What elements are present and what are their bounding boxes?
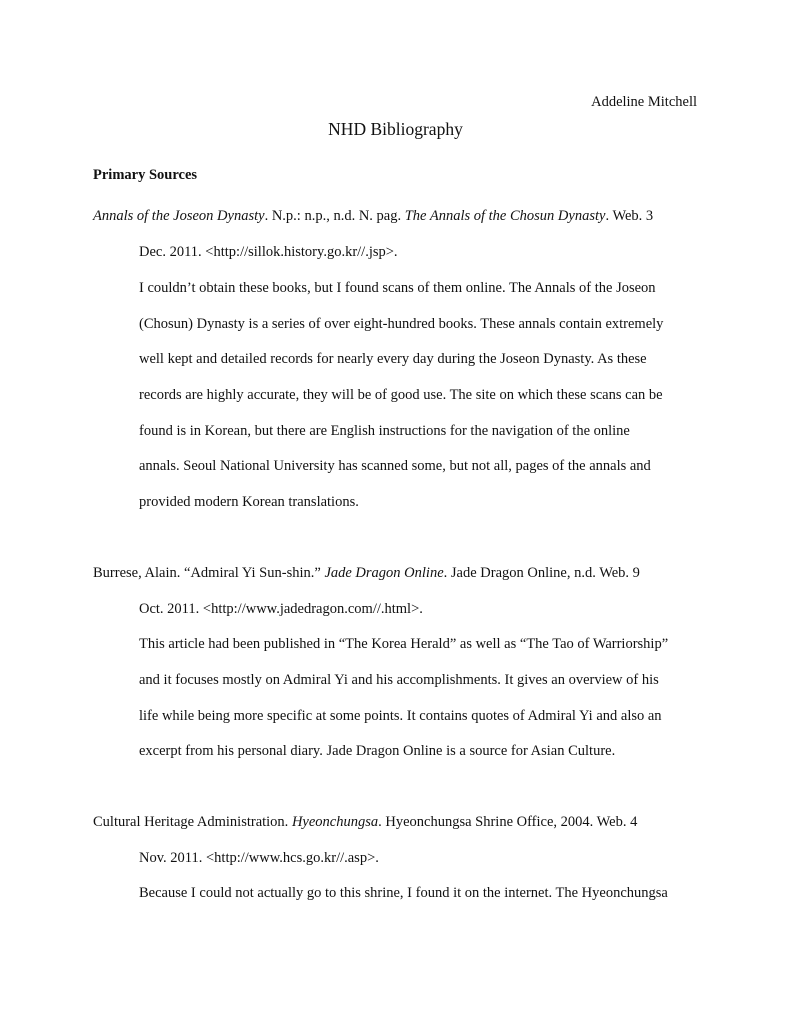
annotation-line: found is in Korean, but there are English instructions for the navigation of the online [139,423,630,439]
citation-continuation: Nov. 2011. <http://www.hcs.go.kr//.asp>. [139,850,379,866]
annotation-line: well kept and detailed records for nearly every day during the Joseon Dynasty. As these [139,351,647,367]
section-heading-primary-sources: Primary Sources [93,167,198,183]
annotation-line: This article had been published in “The Korea Herald” as well as “The Tao of Warriorship” [139,636,669,652]
annotation-line: excerpt from his personal diary. Jade Dragon Online is a source for Asian Culture. [139,743,616,759]
page-title: NHD Bibliography [328,119,463,139]
citation-text: . Jade Dragon Online, n.d. Web. 9 [443,565,640,581]
citation-entry-3 [93,812,637,832]
annotation-line: Because I could not actually go to this shrine, I found it on the internet. The Hyeonchungsa [139,885,668,901]
citation-entry-1 [93,206,653,226]
citation-text: . N.p.: n.p., n.d. N. pag. [264,208,405,224]
citation-text: Burrese, Alain. “Admiral Yi Sun-shin.” [93,565,325,581]
annotation-line: and it focuses mostly on Admiral Yi and his accomplishments. It gives an overview of his [139,672,659,688]
citation-site-title: Jade Dragon Online [324,565,444,581]
annotation-line: provided modern Korean translations. [139,494,359,510]
citation-continuation: Oct. 2011. <http://www.jadedragon.com//.html>. [139,601,423,617]
annotation-line: (Chosun) Dynasty is a series of over eight-hundred books. These annals contain extremely [139,316,664,332]
annotation-line: life while being more specific at some points. It contains quotes of Admiral Yi and also an [139,708,662,724]
author-name: Addeline Mitchell [591,94,697,110]
citation-text: . Hyeonchungsa Shrine Office, 2004. Web. 4 [378,814,638,830]
citation-text: Cultural Heritage Administration. [93,814,292,830]
annotation-line: I couldn’t obtain these books, but I found scans of them online. The Annals of the Joseon [139,280,656,296]
annotation-line: annals. Seoul National University has scanned some, but not all, pages of the annals and [139,458,651,474]
annotation-line: records are highly accurate, they will be of good use. The site on which these scans can be [139,387,663,403]
citation-entry-2 [93,563,640,583]
citation-continuation: Dec. 2011. <http://sillok.history.go.kr//.jsp>. [139,244,398,260]
citation-site-title: The Annals of the Chosun Dynasty [404,208,606,224]
citation-site-title: Hyeonchungsa [291,814,379,830]
citation-text: . Web. 3 [605,208,654,224]
citation-title: Annals of the Joseon Dynasty [93,208,265,224]
